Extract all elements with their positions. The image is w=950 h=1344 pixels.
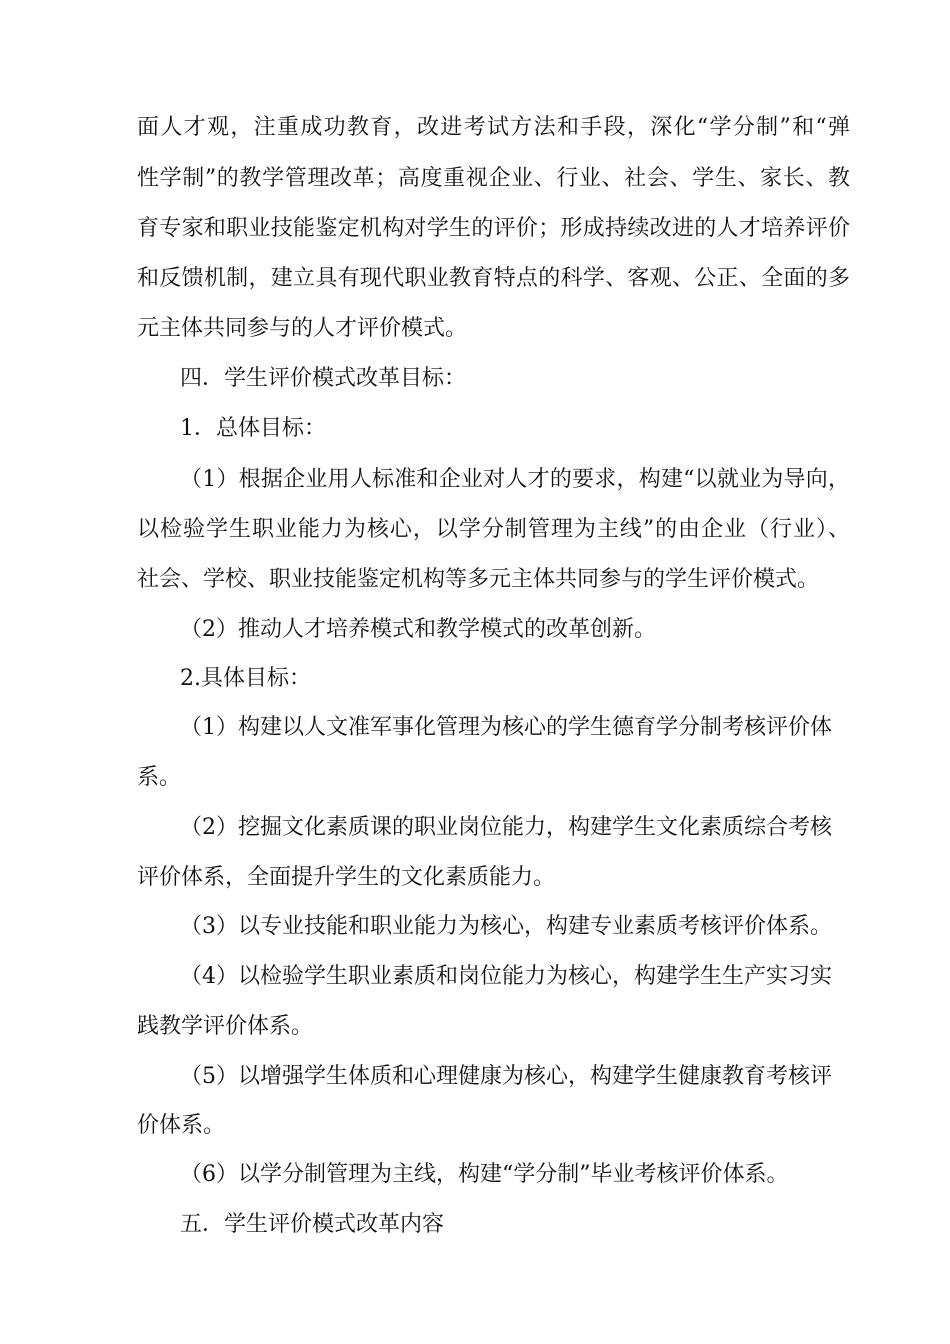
paragraph-line: （2）推动人才培养模式和教学模式的改革创新。 [180, 617, 656, 642]
paragraph-line: 面人才观，注重成功教育，改进考试方法和手段，深化“学分制”和“弹 [137, 115, 850, 140]
section-heading: 五．学生评价模式改革内容 [180, 1212, 445, 1237]
section-heading: 四．学生评价模式改革目标： [180, 366, 467, 391]
paragraph-line: 评价体系，全面提升学生的文化素质能力。 [137, 865, 556, 890]
paragraph-line: （6）以学分制管理为主线，构建“学分制”毕业考核评价体系。 [180, 1162, 789, 1187]
paragraph-line: 践教学评价体系。 [137, 1014, 314, 1039]
paragraph-line: （1）根据企业用人标准和企业对人才的要求，构建“以就业为导向， [180, 467, 850, 492]
subsection-heading: 1．总体目标： [180, 416, 326, 441]
paragraph-line: 系。 [137, 765, 182, 790]
paragraph-line: 社会、学校、职业技能鉴定机构等多元主体共同参与的学生评价模式。 [137, 567, 820, 592]
paragraph-line: 和反馈机制，建立具有现代职业教育特点的科学、客观、公正、全面的多 [137, 266, 850, 291]
paragraph-line: （1）构建以人文准军事化管理为核心的学生德育学分制考核评价体 [180, 715, 832, 740]
paragraph-line: 以检验学生职业能力为核心，以学分制管理为主线”的由企业（行业）、 [137, 517, 850, 542]
paragraph-line: 元主体共同参与的人才评价模式。 [137, 316, 468, 341]
paragraph-line: 性学制”的教学管理改革；高度重视企业、行业、社会、学生、家长、教 [137, 166, 850, 191]
paragraph-line: （5）以增强学生体质和心理健康为核心，构建学生健康教育考核评 [180, 1064, 832, 1089]
paragraph-line: （4）以检验学生职业素质和岗位能力为核心，构建学生生产实习实 [180, 964, 832, 989]
subsection-heading: 2.具体目标： [180, 666, 311, 691]
paragraph-line: （3）以专业技能和职业能力为核心，构建专业素质考核评价体系。 [180, 914, 832, 939]
paragraph-line: 价体系。 [137, 1113, 226, 1138]
paragraph-line: （2）挖掘文化素质课的职业岗位能力，构建学生文化素质综合考核 [180, 815, 832, 840]
paragraph-line: 育专家和职业技能鉴定机构对学生的评价；形成持续改进的人才培养评价 [137, 216, 850, 241]
